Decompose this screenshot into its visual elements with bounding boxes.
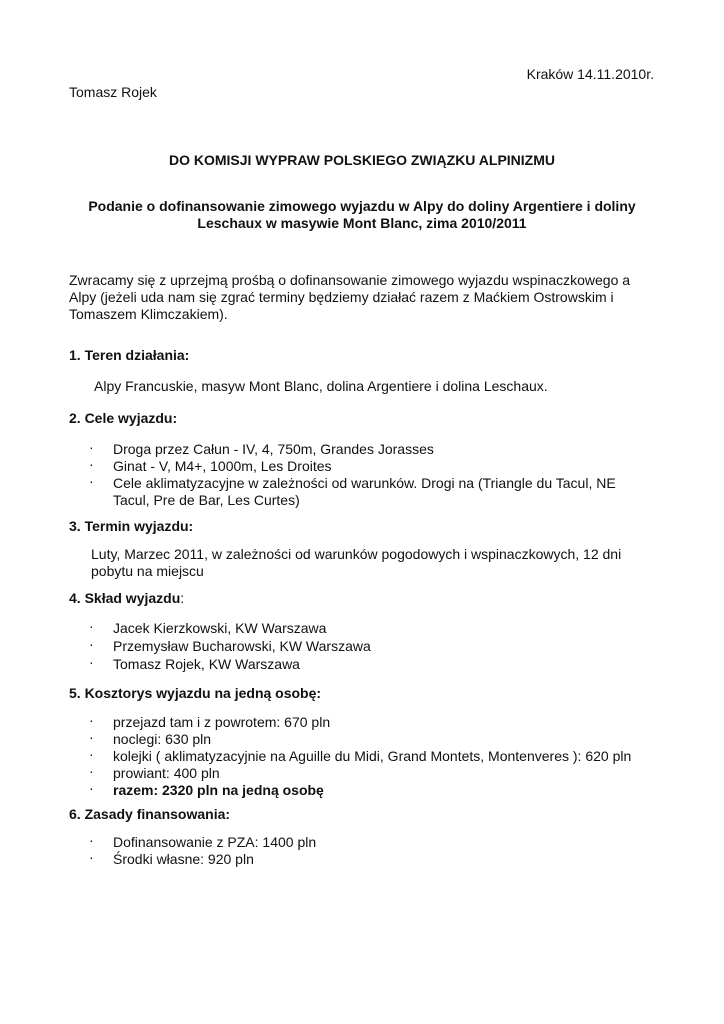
bullet-icon: · — [89, 729, 94, 745]
list-item: · Przemysław Bucharowski, KW Warszawa — [89, 636, 371, 654]
bullet-icon: · — [89, 832, 94, 848]
section-heading-kosztorys: 5. Kosztorys wyjazdu na jedną osobę: — [69, 685, 322, 701]
section-heading-termin: 3. Termin wyjazdu: — [69, 518, 194, 534]
list-item: · Droga przez Całun - IV, 4, 750m, Grandes Jorasses — [89, 439, 434, 457]
bullet-icon: · — [89, 780, 94, 796]
bullet-icon: · — [89, 654, 94, 670]
bullet-icon: · — [89, 439, 94, 455]
list-item: · przejazd tam i z powrotem: 670 pln — [89, 712, 331, 730]
bullet-icon: · — [89, 456, 94, 472]
teren-text: Alpy Francuskie, masyw Mont Blanc, dolina Argentiere i dolina Leschaux. — [94, 378, 548, 394]
bullet-icon: · — [89, 712, 94, 728]
sender-name: Tomasz Rojek — [69, 84, 157, 100]
list-item: · Tomasz Rojek, KW Warszawa — [89, 654, 300, 672]
list-item: · kolejki ( aklimatyzacyjnie na Aguille du Midi, Grand Montets, Montenveres ): 620 pln — [89, 746, 632, 764]
cele-list — [84, 441, 654, 509]
section-heading-teren: 1. Teren działania: — [69, 347, 190, 363]
list-item: · Dofinansowanie z PZA: 1400 pln — [89, 832, 317, 850]
bullet-icon: · — [89, 849, 94, 865]
intro-paragraph: Zwracamy się z uprzejmą prośbą o dofinansowanie zimowego wyjazdu wspinaczkowego a Alpy (jeżeli uda nam się zgrać terminy będziemy działać razem z Maćkiem Ostrowskim i Tomaszem Klimczakiem). — [69, 272, 631, 322]
recipient-heading: DO KOMISJI WYPRAW POLSKIEGO ZWIĄZKU ALPINIZMU — [168, 152, 556, 168]
list-item: · noclegi: 630 pln — [89, 729, 212, 747]
kosztorys-list — [84, 714, 654, 799]
place-date: Kraków 14.11.2010r. — [526, 66, 654, 82]
list-item: · Cele aklimatyzacyjne w zależności od warunków. Drogi na (Triangle du Tacul, NE Tacul, Pre de Bar, Les Curtes) — [89, 473, 616, 508]
list-item: · prowiant: 400 pln — [89, 763, 220, 781]
bullet-icon: · — [89, 763, 94, 779]
section-heading-sklad: 4. Skład wyjazdu: — [69, 590, 185, 606]
termin-text: Luty, Marzec 2011, w zależności od warunków pogodowych i wspinaczkowych, 12 dni pobytu na miejscu — [91, 546, 622, 579]
section-heading-cele: 2. Cele wyjazdu: — [69, 410, 178, 426]
section-heading-finansowanie: 6. Zasady finansowania: — [69, 806, 231, 822]
bullet-icon: · — [89, 746, 94, 762]
sklad-list — [84, 620, 654, 673]
list-item: · Jacek Kierzkowski, KW Warszawa — [89, 618, 327, 636]
subject-heading: Podanie o dofinansowanie zimowego wyjazdu w Alpy do doliny Argentiere i doliny Leschaux w masywie Mont Blanc, zima 2010/2011 — [88, 198, 636, 231]
bullet-icon: · — [89, 618, 94, 634]
list-item: · Środki własne: 920 pln — [89, 849, 254, 867]
bullet-icon: · — [89, 473, 94, 489]
bullet-icon: · — [89, 636, 94, 652]
list-item: · Ginat - V, M4+, 1000m, Les Droites — [89, 456, 332, 474]
list-item-total: · razem: 2320 pln na jedną osobę — [89, 780, 324, 798]
finansowanie-list — [84, 834, 654, 868]
